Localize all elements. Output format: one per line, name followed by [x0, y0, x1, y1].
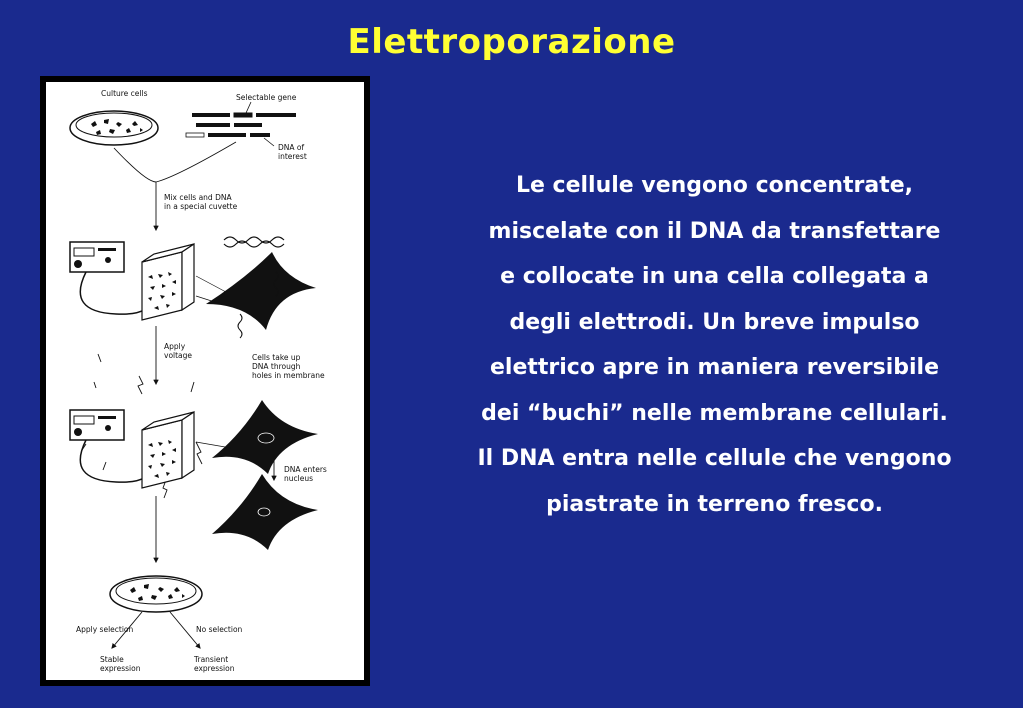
- label-selectable-gene: Selectable gene: [236, 93, 297, 102]
- electroporation-figure: [40, 76, 370, 686]
- label-dna-enters-2: nucleus: [284, 474, 313, 483]
- body-line: miscelate con il DNA da transfettare: [488, 218, 941, 244]
- label-apply-selection: Apply selection: [76, 625, 134, 634]
- electroporator-2: [70, 410, 152, 482]
- body-line: elettrico apre in maniera reversibile: [489, 355, 940, 380]
- cuvette-2: [142, 412, 194, 488]
- electroporation-diagram: [46, 82, 364, 680]
- body-line: degli elettrodi. Un breve impulso: [509, 309, 920, 335]
- label-apply-voltage-1: Apply: [164, 342, 186, 351]
- label-take-up-3: holes in membrane: [252, 371, 325, 380]
- label-apply-voltage-2: voltage: [164, 351, 193, 360]
- label-stable-1: Stable: [100, 655, 124, 664]
- cell-membrane-3: [212, 474, 318, 550]
- slide-title: Elettroporazione: [347, 22, 676, 62]
- culture-dish-top: [70, 111, 158, 145]
- label-no-selection: No selection: [196, 625, 243, 634]
- body-line: Le cellule vengono concentrate,: [515, 173, 914, 198]
- slide-body-text: [412, 163, 1017, 527]
- cuvette-1: [142, 244, 194, 320]
- label-dna-of-interest-2: interest: [278, 152, 307, 161]
- culture-dish-bottom: [110, 576, 202, 612]
- label-culture-cells: Culture cells: [101, 89, 148, 98]
- body-line: Il DNA entra nelle cellule che vengono: [477, 446, 952, 471]
- figure-panel: [46, 82, 364, 680]
- label-dna-of-interest-1: DNA of: [278, 143, 305, 152]
- label-take-up-1: Cells take up: [252, 353, 301, 362]
- body-line: piastrate in terreno fresco.: [546, 491, 883, 517]
- body-line: dei “buchi” nelle membrane cellulari.: [481, 400, 948, 426]
- label-transient-2: expression: [194, 664, 235, 673]
- label-mix-2: in a special cuvette: [164, 202, 238, 211]
- electroporator-1: [70, 242, 152, 314]
- label-dna-enters-1: DNA enters: [284, 465, 327, 474]
- label-stable-2: expression: [100, 664, 141, 673]
- label-transient-1: Transient: [194, 655, 229, 664]
- body-line: e collocate in una cella collegata a: [500, 264, 929, 289]
- cell-membrane-1: [196, 237, 316, 338]
- label-take-up-2: DNA through: [252, 362, 301, 371]
- label-mix-1: Mix cells and DNA: [164, 193, 232, 202]
- dna-fragments: [186, 102, 296, 146]
- cell-membrane-2: [196, 400, 318, 474]
